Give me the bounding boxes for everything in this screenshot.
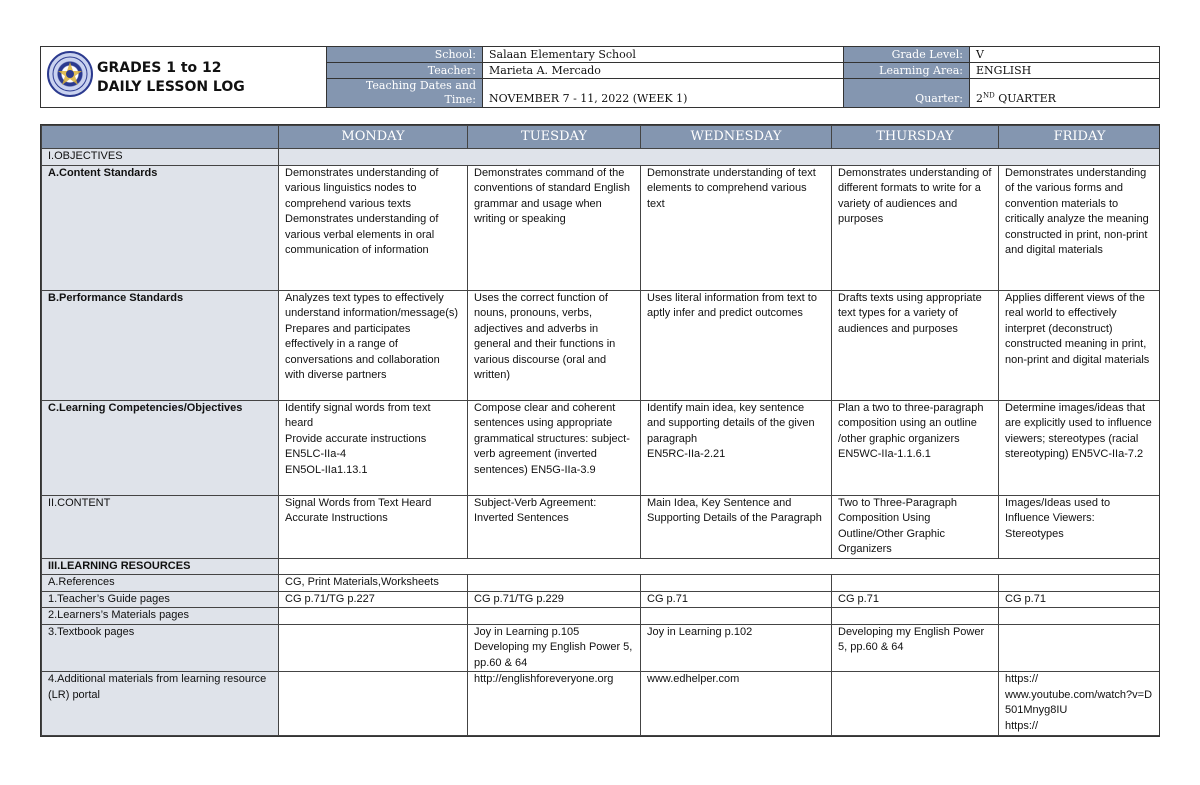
cell-competencies-tuesday: Compose clear and coherent sentences using appropriate grammatical structures: subject-verb agreement (inverted sentences) EN5G-IIa-3.9 — [468, 400, 641, 495]
section-resources: III.LEARNING RESOURCES — [42, 558, 279, 575]
references-row — [42, 575, 1161, 592]
row-label-teachers-guide: 1.Teacher’s Guide pages — [42, 591, 279, 608]
cell-references-monday: CG, Print Materials,Worksheets — [279, 575, 468, 592]
cell-teachers-guide-friday: CG p.71 — [999, 591, 1161, 608]
section-objectives: I.OBJECTIVES — [42, 149, 279, 166]
quarter-ordinal: ND — [983, 91, 995, 100]
row-label-additional-materials: 4.Additional materials from learning resource (LR) portal — [42, 672, 279, 736]
cell-references-thursday — [832, 575, 999, 592]
cell-content-standards-wednesday: Demonstrate understanding of text elements to comprehend various text — [641, 165, 832, 290]
cell-learners-materials-tuesday — [468, 608, 641, 625]
cell-content-standards-tuesday: Demonstrates command of the conventions of standard English grammar and usage when writing or speaking — [468, 165, 641, 290]
cell-competencies-thursday: Plan a two to three-paragraph composition using an outline /other graphic organizers EN5WC-IIa-1.1.6.1 — [832, 400, 999, 495]
cell-learners-materials-friday — [999, 608, 1161, 625]
cell-content-tuesday: Subject-Verb Agreement: Inverted Sentences — [468, 495, 641, 558]
cell-content-standards-monday: Demonstrates understanding of various linguistics nodes to comprehend various texts Demonstrates understanding of various verbal elements in oral communication of information — [279, 165, 468, 290]
row-label-performance-standards: B.Performance Standards — [42, 290, 279, 400]
school-label: School: — [326, 47, 482, 63]
school-value: Salaan Elementary School — [482, 47, 843, 63]
lesson-log-table — [40, 124, 1160, 737]
content-row — [42, 495, 1161, 558]
cell-references-wednesday — [641, 575, 832, 592]
learning-area-label: Learning Area: — [843, 63, 969, 79]
teaching-dates-label-line1: Teaching Dates and — [365, 79, 476, 92]
cell-learners-materials-thursday — [832, 608, 999, 625]
day-header-monday: MONDAY — [279, 126, 468, 149]
row-label-textbook: 3.Textbook pages — [42, 624, 279, 672]
day-header-row — [42, 126, 1161, 149]
cell-competencies-monday: Identify signal words from text heard Provide accurate instructions EN5LC-IIa-4 EN5OL-IIa1.13.1 — [279, 400, 468, 495]
cell-textbook-wednesday: Joy in Learning p.102 — [641, 624, 832, 672]
grade-level-value: V — [969, 47, 1159, 63]
content-standards-row — [42, 165, 1161, 290]
cell-teachers-guide-monday: CG p.71/TG p.227 — [279, 591, 468, 608]
cell-teachers-guide-thursday: CG p.71 — [832, 591, 999, 608]
cell-additional-friday[interactable]: https:// www.youtube.com/watch?v=D501Mnyg8IU https:// — [999, 672, 1161, 736]
title-line-1: GRADES 1 to 12 — [97, 60, 222, 76]
day-header-tuesday: TUESDAY — [468, 126, 641, 149]
teacher-label: Teacher: — [326, 63, 482, 79]
cell-content-standards-friday: Demonstrates understanding of the various forms and convention materials to critically analyze the meaning constructed in print, non-print and digital materials — [999, 165, 1161, 290]
learners-materials-row — [42, 608, 1161, 625]
cell-performance-standards-monday: Analyzes text types to effectively understand information/message(s) Prepares and participates effectively in a range of conversations and collaboration with diverse partners — [279, 290, 468, 400]
cell-content-monday: Signal Words from Text Heard Accurate Instructions — [279, 495, 468, 558]
day-header-friday: FRIDAY — [999, 126, 1161, 149]
cell-textbook-friday — [999, 624, 1161, 672]
cell-additional-wednesday[interactable]: www.edhelper.com — [641, 672, 832, 736]
additional-materials-row — [42, 672, 1161, 736]
lesson-log-header — [40, 46, 1160, 108]
grade-level-label: Grade Level: — [843, 47, 969, 63]
quarter-value — [969, 79, 1159, 107]
cell-textbook-tuesday: Joy in Learning p.105 Developing my English Power 5, pp.60 & 64 — [468, 624, 641, 672]
objectives-section-row — [42, 149, 1161, 166]
title-line-2: DAILY LESSON LOG — [97, 79, 245, 95]
day-header-wednesday: WEDNESDAY — [641, 126, 832, 149]
section-content: II.CONTENT — [42, 495, 279, 558]
cell-additional-monday — [279, 672, 468, 736]
corner-cell — [42, 126, 279, 149]
document-title — [97, 59, 245, 97]
cell-teachers-guide-wednesday: CG p.71 — [641, 591, 832, 608]
cell-competencies-wednesday: Identify main idea, key sentence and supporting details of the given paragraph EN5RC-IIa-2.21 — [641, 400, 832, 495]
cell-competencies-friday: Determine images/ideas that are explicitly used to influence viewers; stereotypes (racial stereotyping) EN5VC-IIa-7.2 — [999, 400, 1161, 495]
cell-textbook-monday — [279, 624, 468, 672]
cell-textbook-thursday: Developing my English Power 5, pp.60 & 64 — [832, 624, 999, 672]
cell-performance-standards-wednesday: Uses literal information from text to aptly infer and predict outcomes — [641, 290, 832, 400]
row-label-content-standards: A.Content Standards — [42, 165, 279, 290]
textbook-row — [42, 624, 1161, 672]
cell-references-tuesday — [468, 575, 641, 592]
day-header-thursday: THURSDAY — [832, 126, 999, 149]
cell-additional-thursday — [832, 672, 999, 736]
cell-performance-standards-thursday: Drafts texts using appropriate text types for a variety of audiences and purposes — [832, 290, 999, 400]
teaching-dates-value: NOVEMBER 7 - 11, 2022 (WEEK 1) — [482, 79, 843, 107]
teachers-guide-row — [42, 591, 1161, 608]
cell-additional-tuesday[interactable]: http://englishforeveryone.org — [468, 672, 641, 736]
cell-content-thursday: Two to Three-Paragraph Composition Using Outline/Other Graphic Organizers — [832, 495, 999, 558]
learning-area-value: ENGLISH — [969, 63, 1159, 79]
cell-content-friday: Images/Ideas used to Influence Viewers: Stereotypes — [999, 495, 1161, 558]
teacher-value: Marieta A. Mercado — [482, 63, 843, 79]
row-label-references: A.References — [42, 575, 279, 592]
cell-performance-standards-tuesday: Uses the correct function of nouns, pronouns, verbs, adjectives and adverbs in general and their functions in various discourse (oral and written) — [468, 290, 641, 400]
competencies-row — [42, 400, 1161, 495]
section-filler — [279, 558, 1161, 575]
section-filler — [279, 149, 1161, 166]
cell-performance-standards-friday: Applies different views of the real world to effectively interpret (deconstruct) constructed meaning in print, non-print and digital materials — [999, 290, 1161, 400]
row-label-competencies: C.Learning Competencies/Objectives — [42, 400, 279, 495]
deped-seal-logo — [47, 51, 93, 97]
cell-learners-materials-monday — [279, 608, 468, 625]
cell-content-wednesday: Main Idea, Key Sentence and Supporting Details of the Paragraph — [641, 495, 832, 558]
teaching-dates-label — [326, 79, 482, 107]
cell-content-standards-thursday: Demonstrates understanding of different formats to write for a variety of audiences and purposes — [832, 165, 999, 290]
quarter-label: Quarter: — [843, 79, 969, 107]
cell-references-friday — [999, 575, 1161, 592]
performance-standards-row — [42, 290, 1161, 400]
cell-learners-materials-wednesday — [641, 608, 832, 625]
quarter-text: QUARTER — [994, 92, 1056, 105]
teaching-dates-label-line2: Time: — [444, 93, 476, 106]
row-label-learners-materials: 2.Learners’s Materials pages — [42, 608, 279, 625]
resources-section-row — [42, 558, 1161, 575]
quarter-number: 2 — [976, 92, 983, 105]
cell-teachers-guide-tuesday: CG p.71/TG p.229 — [468, 591, 641, 608]
